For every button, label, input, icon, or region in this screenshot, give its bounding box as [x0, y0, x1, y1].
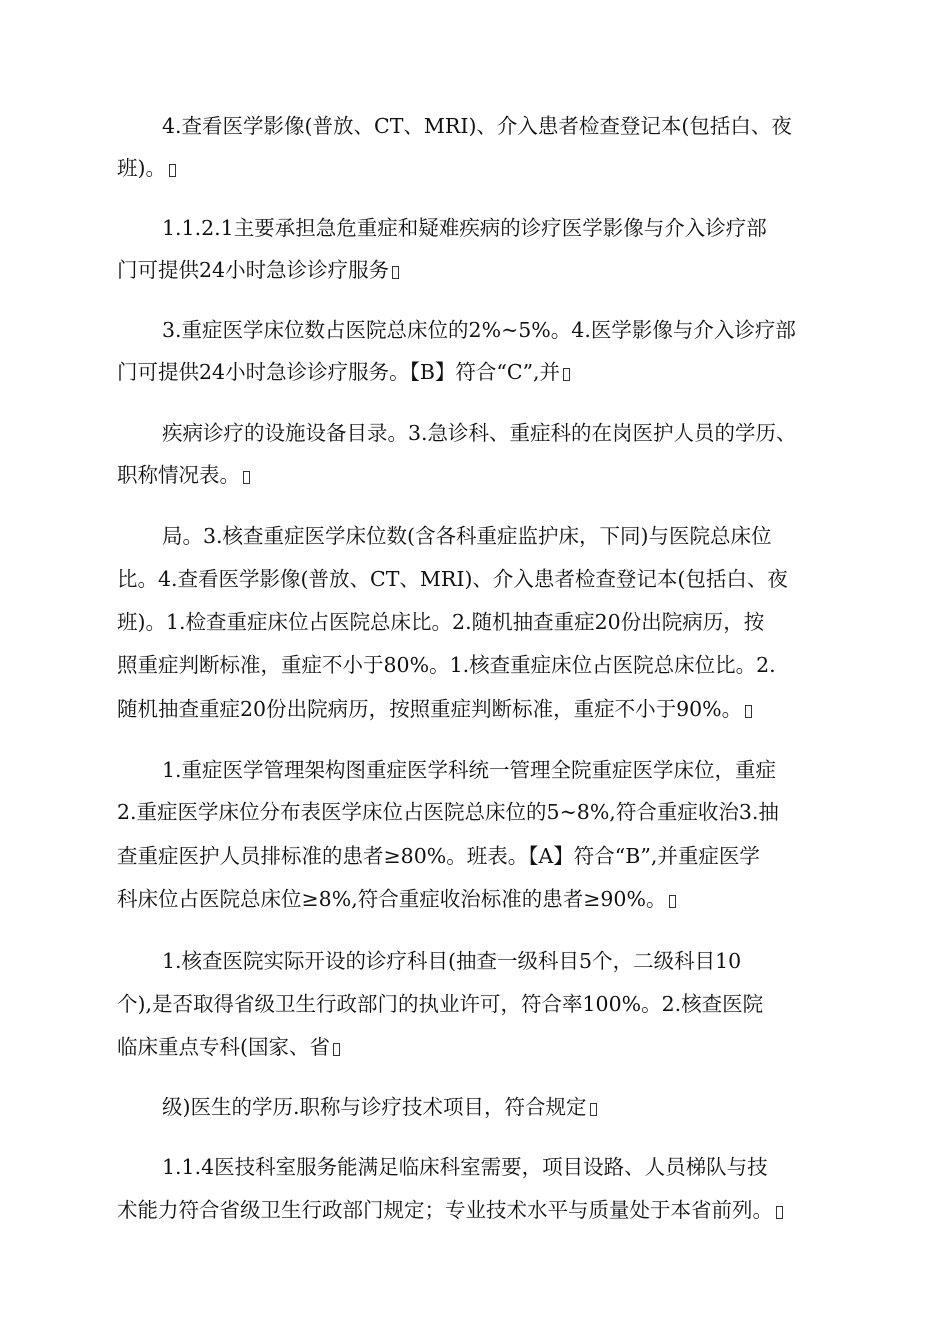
text-line: 临床重点专科(国家、省 [117, 1037, 340, 1058]
paragraph-end-mark [745, 705, 752, 718]
text-line: 1.重症医学管理架构图重症医学科统一管理全院重症医学床位，重症 [162, 758, 777, 782]
text-line: 随机抽查重症20份出院病历，按照重症判断标准，重症不小于90%。 [117, 699, 752, 720]
text-line: 个),是否取得省级卫生行政部门的执业许可，符合率100%。2.核查医院 [117, 992, 764, 1016]
text-line: 2.重症医学床位分布表医学床位占医院总床位的5~8%,符合重症收治3.抽 [117, 800, 779, 824]
text-line: 3.重症医学床位数占医院总床位的2%~5%。4.医学影像与介入诊疗部 [162, 318, 796, 342]
paragraph-end-mark [563, 368, 570, 381]
text-line: 比。4.查看医学影像(普放、CT、MRI)、介入患者检查登记本(包括白、夜 [117, 567, 788, 591]
text-line: 门可提供24小时急诊诊疗服务。【B】符合“C”,并 [117, 362, 570, 383]
paragraph-end-mark [669, 895, 676, 908]
text-line: 1.1.4医技科室服务能满足临床科室需要，项目设路、人员梯队与技 [162, 1155, 768, 1179]
text-line: 职称情况表。 [117, 465, 250, 486]
paragraph-end-mark [333, 1043, 340, 1056]
text-line: 4.查看医学影像(普放、CT、MRI)、介入患者检查登记本(包括白、夜 [162, 114, 792, 138]
text-line: 查重症医护人员排标准的患者≥80%。班表。【A】符合“B”,并重症医学 [117, 844, 760, 868]
text-line: 局。3.核查重症医学床位数(含各科重症监护床，下同)与医院总床位 [162, 524, 772, 548]
paragraph-end-mark [243, 471, 250, 484]
paragraph-end-mark [590, 1103, 597, 1116]
text-line: 门可提供24小时急诊诊疗服务 [117, 260, 399, 281]
paragraph-end-mark [392, 266, 399, 279]
text-line: 疾病诊疗的设施设备目录。3.急诊科、重症科的在岗医护人员的学历、 [162, 421, 797, 445]
text-line: 照重症判断标准，重症不小于80%。1.核查重症床位占医院总床位比。2. [117, 653, 776, 677]
paragraph-end-mark [169, 164, 176, 177]
text-line: 班)。 [117, 158, 176, 179]
text-line: 科床位占医院总床位≥8%,符合重症收治标准的患者≥90%。 [117, 889, 676, 910]
text-line: 1.核查医院实际开设的诊疗科目(抽查一级科目5个，二级科目10 [162, 949, 742, 973]
text-line: 班)。1.检查重症床位占医院总床比。2.随机抽查重症20份出院病历，按 [117, 610, 765, 634]
text-line: 级)医生的学历.职称与诊疗技术项目，符合规定 [162, 1097, 597, 1118]
text-line: 术能力符合省级卫生行政部门规定；专业技术水平与质量处于本省前列。 [117, 1200, 783, 1221]
text-line: 1.1.2.1主要承担急危重症和疑难疾病的诊疗医学影像与介入诊疗部 [162, 216, 767, 240]
paragraph-end-mark [776, 1206, 783, 1219]
